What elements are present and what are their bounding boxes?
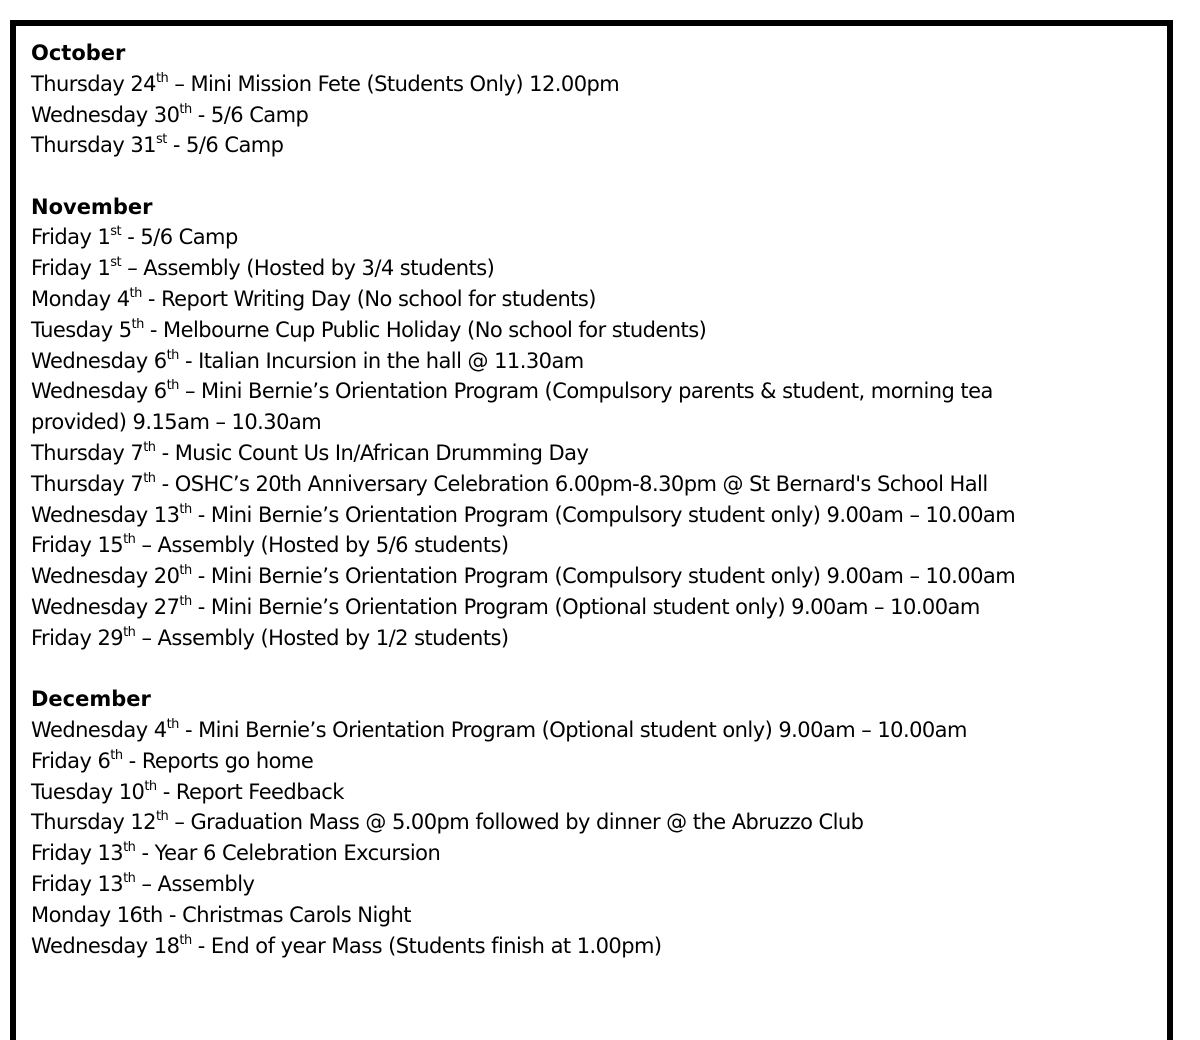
event-description: – Graduation Mass @ 5.00pm followed by dinner @ the Abruzzo Club xyxy=(168,810,864,835)
event-entry xyxy=(31,100,1167,131)
event-description: - Italian Incursion in the hall @ 11.30am xyxy=(178,348,584,373)
event-day: Friday 1 xyxy=(31,225,111,250)
event-description: - Mini Bernie’s Orientation Program (Optional student only) 9.00am – 10.00am xyxy=(178,717,967,742)
event-description: - 5/6 Camp xyxy=(121,225,238,250)
event-day-suffix: st xyxy=(156,132,167,148)
event-day: Friday 1 xyxy=(31,256,111,281)
event-entry xyxy=(31,438,1167,469)
event-entry xyxy=(31,777,1167,808)
event-description: - Report Writing Day (No school for students) xyxy=(141,287,596,312)
event-day: Friday 13 xyxy=(31,871,124,896)
event-day: Friday 29 xyxy=(31,625,124,650)
event-day: Wednesday 13 xyxy=(31,502,180,527)
event-day: Friday 6 xyxy=(31,748,111,773)
month-section-october xyxy=(31,38,1167,161)
event-day: Thursday 7 xyxy=(31,471,144,496)
event-day-suffix: th xyxy=(166,378,179,394)
event-day-suffix: th xyxy=(156,809,169,825)
event-entry xyxy=(31,807,1167,838)
event-entry xyxy=(31,869,1167,900)
month-heading: November xyxy=(31,194,153,219)
event-day-suffix: th xyxy=(131,316,144,332)
month-heading: December xyxy=(31,687,151,712)
event-entry xyxy=(31,838,1167,869)
month-section-december xyxy=(31,684,1167,961)
event-day-suffix: th xyxy=(179,932,192,948)
event-description: - Mini Bernie’s Orientation Program (Compulsory student only) 9.00am – 10.00am xyxy=(191,502,1016,527)
event-day: Wednesday 4 xyxy=(31,717,167,742)
event-description: - Year 6 Celebration Excursion xyxy=(135,841,441,866)
event-day-suffix: th xyxy=(179,101,192,117)
event-description: - 5/6 Camp xyxy=(191,102,309,127)
month-section-november xyxy=(31,192,1167,654)
event-day-suffix: th xyxy=(166,716,179,732)
event-description: - Music Count Us In/African Drumming Day xyxy=(155,441,589,466)
event-day-suffix: th xyxy=(123,870,136,886)
event-day-suffix: th xyxy=(156,70,169,86)
event-description: - 5/6 Camp xyxy=(166,133,284,158)
event-entry xyxy=(31,469,1167,500)
event-day-suffix: th xyxy=(110,747,123,763)
event-day: Monday 4 xyxy=(31,287,130,312)
event-day: Friday 13 xyxy=(31,841,124,866)
event-entry xyxy=(31,69,1167,100)
event-day: Wednesday 30 xyxy=(31,102,180,127)
event-day: Tuesday 10 xyxy=(31,779,145,804)
event-day: Tuesday 5 xyxy=(31,317,132,342)
event-description: provided) 9.15am – 10.30am xyxy=(31,410,322,435)
event-day-suffix: th xyxy=(123,624,136,640)
event-entry xyxy=(31,284,1167,315)
event-description: – Mini Bernie’s Orientation Program (Compulsory parents & student, morning tea xyxy=(178,379,993,404)
event-entry xyxy=(31,346,1167,377)
event-entry xyxy=(31,253,1167,284)
event-day-suffix: th xyxy=(179,594,192,610)
event-day: Wednesday 6 xyxy=(31,348,167,373)
calendar-sections xyxy=(31,38,1167,961)
calendar-frame xyxy=(10,20,1173,1040)
event-entry xyxy=(31,130,1167,161)
event-day-suffix: th xyxy=(143,440,156,456)
event-day: Friday 15 xyxy=(31,533,124,558)
event-description: - Reports go home xyxy=(122,748,314,773)
event-day-suffix: st xyxy=(110,224,122,240)
month-heading: October xyxy=(31,41,126,65)
event-day: Thursday 31 xyxy=(31,133,156,158)
event-description: – Assembly xyxy=(135,871,255,896)
event-description: – Assembly (Hosted by 5/6 students) xyxy=(135,533,509,558)
event-description: - End of year Mass (Students finish at 1.00pm) xyxy=(191,933,662,958)
event-entry xyxy=(31,592,1167,623)
event-day: Monday 16th xyxy=(31,902,163,927)
event-description: - Christmas Carols Night xyxy=(162,902,411,927)
event-entry xyxy=(31,561,1167,592)
event-entry xyxy=(31,900,1167,931)
event-day-suffix: th xyxy=(143,470,156,486)
event-entry xyxy=(31,407,1167,438)
event-day: Wednesday 6 xyxy=(31,379,167,404)
event-day-suffix: th xyxy=(144,778,157,794)
event-entry xyxy=(31,931,1167,962)
event-day: Thursday 12 xyxy=(31,810,156,835)
event-day: Thursday 24 xyxy=(31,71,156,96)
event-day-suffix: th xyxy=(179,563,192,579)
event-description: - Report Feedback xyxy=(156,779,344,804)
event-entry xyxy=(31,623,1167,654)
event-day-suffix: st xyxy=(110,255,122,271)
event-day: Wednesday 20 xyxy=(31,564,180,589)
event-description: – Mini Mission Fete (Students Only) 12.00pm xyxy=(168,71,620,96)
event-day: Wednesday 18 xyxy=(31,933,180,958)
event-day-suffix: th xyxy=(179,501,192,517)
event-entry xyxy=(31,530,1167,561)
event-description: - Melbourne Cup Public Holiday (No school for students) xyxy=(143,317,707,342)
event-description: - Mini Bernie’s Orientation Program (Optional student only) 9.00am – 10.00am xyxy=(191,595,980,620)
event-entry xyxy=(31,500,1167,531)
event-day-suffix: th xyxy=(123,532,136,548)
event-day-suffix: th xyxy=(166,347,179,363)
event-description: – Assembly (Hosted by 1/2 students) xyxy=(135,625,509,650)
event-description: - OSHC’s 20th Anniversary Celebration 6.00pm-8.30pm @ St Bernard's School Hall xyxy=(155,471,988,496)
event-description: – Assembly (Hosted by 3/4 students) xyxy=(121,256,495,281)
event-day-suffix: th xyxy=(129,286,142,302)
event-entry xyxy=(31,715,1167,746)
event-entry xyxy=(31,222,1167,253)
event-description: - Mini Bernie’s Orientation Program (Compulsory student only) 9.00am – 10.00am xyxy=(191,564,1016,589)
event-day: Wednesday 27 xyxy=(31,595,180,620)
event-entry xyxy=(31,746,1167,777)
event-entry xyxy=(31,315,1167,346)
event-day-suffix: th xyxy=(123,840,136,856)
event-entry xyxy=(31,376,1167,407)
event-day: Thursday 7 xyxy=(31,441,144,466)
